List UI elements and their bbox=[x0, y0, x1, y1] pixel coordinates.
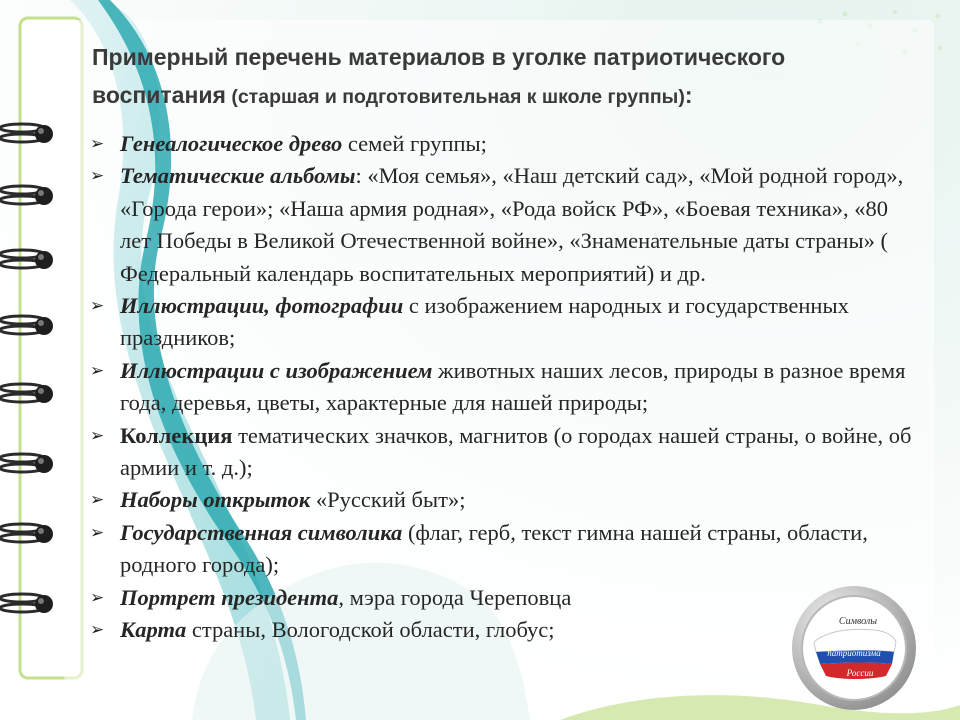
arrow-bullet-icon: ➢ bbox=[90, 166, 105, 187]
item-lead: Наборы открыток bbox=[120, 487, 311, 513]
item-lead: Иллюстрации с изображением bbox=[120, 357, 433, 383]
arrow-bullet-icon: ➢ bbox=[90, 490, 105, 511]
arrow-bullet-icon: ➢ bbox=[90, 620, 105, 641]
emblem-line1: Символы bbox=[838, 616, 878, 627]
arrow-bullet-icon: ➢ bbox=[90, 425, 105, 446]
patriotic-symbols-emblem bbox=[790, 584, 918, 712]
item-text: : «Моя семья», «Наш детский сад», «Мой родной город», «Города герои»; «Наша армия родная», «Рода войск РФ», «Боевая техника», «80 лет Победы в Великой Отечественной войне», «Знаменательные даты страны» ( Федеральный календарь воспитательных мероприятий) и др. bbox=[120, 163, 904, 286]
materials-list bbox=[90, 128, 920, 647]
title-colon: : bbox=[684, 82, 693, 108]
list-item bbox=[90, 517, 920, 582]
title-subtitle: (старшая и подготовительная к школе группы) bbox=[225, 86, 685, 108]
item-text: (флаг, герб, текст гимна нашей страны, области, родного города); bbox=[120, 519, 868, 578]
title-main: Примерный перечень материалов в уголке патриотического воспитания bbox=[92, 44, 786, 108]
item-lead: Иллюстрации, фотографии bbox=[120, 293, 404, 319]
arrow-bullet-icon: ➢ bbox=[90, 522, 105, 543]
item-text: семей группы; bbox=[342, 131, 487, 156]
list-item bbox=[90, 484, 920, 516]
slide-title bbox=[92, 40, 922, 116]
arrow-bullet-icon: ➢ bbox=[90, 296, 105, 317]
list-item bbox=[90, 290, 920, 355]
emblem-line3: России bbox=[846, 668, 874, 678]
emblem-line2: патриотизма bbox=[827, 648, 881, 658]
item-lead: Тематические альбомы bbox=[120, 163, 356, 189]
item-text: тематических значков, магнитов (о городах нашей страны, о войне, об армии и т. д.); bbox=[120, 422, 912, 481]
item-text: , мэра города Череповца bbox=[338, 584, 572, 610]
list-item bbox=[90, 355, 920, 420]
item-lead: Портрет президента bbox=[120, 584, 339, 610]
list-item bbox=[90, 160, 920, 290]
item-lead: Генеалогическое древо bbox=[120, 131, 343, 156]
item-text: страны, Вологодской области, глобус; bbox=[186, 617, 555, 643]
list-item bbox=[90, 420, 920, 485]
arrow-bullet-icon: ➢ bbox=[90, 587, 105, 608]
list-item bbox=[90, 128, 920, 160]
arrow-bullet-icon: ➢ bbox=[90, 360, 105, 381]
item-text: «Русский быт»; bbox=[310, 487, 466, 513]
item-lead: Коллекция bbox=[120, 422, 233, 448]
item-text: с изображением народных и государственных праздников; bbox=[120, 293, 849, 351]
arrow-bullet-icon: ➢ bbox=[90, 134, 105, 154]
item-text: животных наших лесов, природы в разное время года, деревья, цветы, характерные для нашей природы; bbox=[120, 357, 906, 416]
item-lead: Государственная символика bbox=[120, 519, 403, 545]
item-lead: Карта bbox=[120, 617, 187, 643]
